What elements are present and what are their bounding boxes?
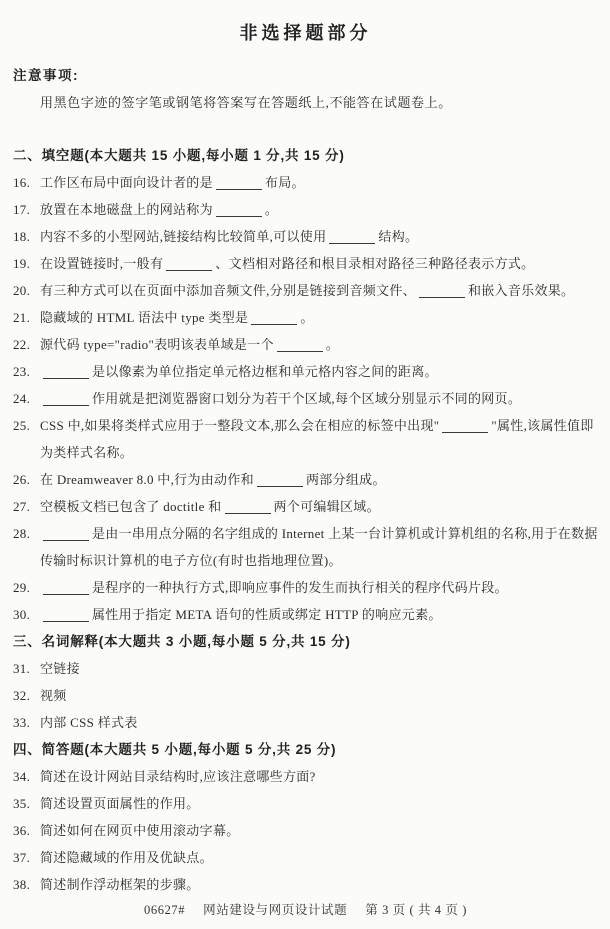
question-31 [13,655,598,682]
question-number: 18. [13,229,31,244]
question-number: 31. [13,661,31,676]
question-text-post: 属性用于指定 META 语句的性质或绑定 HTTP 的响应元素。 [92,607,442,622]
question-text-post: 两个可编辑区域。 [273,499,380,514]
question-22 [13,331,598,358]
question-number: 35. [13,796,31,811]
answer-blank [225,500,271,514]
question-text: 简述设置页面属性的作用。 [40,796,200,811]
question-text: 简述在设计网站目录结构时,应该注意哪些方面? [40,769,316,784]
question-23 [13,358,598,385]
question-text-pre: 内容不多的小型网站,链接结构比较简单,可以使用 [40,229,327,244]
question-30 [13,601,598,628]
question-17 [13,196,598,223]
footer-page-number: 第 3 页 ( 共 4 页 ) [365,903,467,917]
question-25 [13,412,598,466]
question-text-pre: 空模板文档已包含了 doctitle 和 [40,499,222,514]
question-text-post: 。 [325,337,340,352]
question-number: 38. [13,877,31,892]
question-text-post: 是由一串用点分隔的名字组成的 Internet 上某一台计算机或计算机组的名称,用于在数据传输时标识计算机的电子方位(有时也指地理位置)。 [40,526,598,568]
question-16 [13,169,598,196]
question-number: 26. [13,472,31,487]
question-number: 28. [13,526,31,541]
answer-blank [43,581,89,595]
question-text-post: "属性,该属性值即为类样式名称。 [40,418,594,460]
notice-heading: 注意事项: [13,68,79,83]
question-24 [13,385,598,412]
question-text: 简述制作浮动框架的步骤。 [40,877,200,892]
question-text-pre: 有三种方式可以在页面中添加音频文件,分别是链接到音频文件、 [40,283,416,298]
answer-blank [442,419,488,433]
question-number: 21. [13,310,31,325]
answer-blank [43,392,89,406]
question-text-pre: 在 Dreamweaver 8.0 中,行为由动作和 [40,472,254,487]
question-number: 23. [13,364,31,379]
question-text-pre: 工作区布局中面向设计者的是 [40,175,213,190]
question-text: 内部 CSS 样式表 [40,715,138,730]
question-text: 视频 [40,688,67,703]
question-number: 27. [13,499,31,514]
question-18 [13,223,598,250]
question-number: 17. [13,202,31,217]
question-text-pre: 隐藏域的 HTML 语法中 type 类型是 [40,310,249,325]
page-title: 非选择题部分 [239,23,372,43]
answer-blank [216,203,262,217]
question-35 [13,790,598,817]
answer-blank [216,176,262,190]
question-text-post: 和嵌入音乐效果。 [467,283,575,298]
question-text: 简述隐藏域的作用及优缺点。 [40,850,213,865]
question-text-post: 。 [264,202,279,217]
question-number: 29. [13,580,31,595]
question-number: 25. [13,418,31,433]
footer-exam-name: 网站建设与网页设计试题 [203,903,348,917]
section-heading-terms: 三、名词解释(本大题共 3 小题,每小题 5 分,共 15 分) [13,634,351,649]
answer-blank [43,608,89,622]
question-number: 37. [13,850,31,865]
question-text: 空链接 [40,661,80,676]
question-number: 36. [13,823,31,838]
answer-blank [166,257,212,271]
question-32 [13,682,598,709]
answer-blank [277,338,323,352]
question-19 [13,250,598,277]
answer-blank [329,230,375,244]
answer-blank [257,473,303,487]
question-number: 22. [13,337,31,352]
question-20 [13,277,598,304]
question-number: 32. [13,688,31,703]
question-text-post: 作用就是把浏览器窗口划分为若干个区域,每个区域分别显示不同的网页。 [92,391,522,406]
answer-blank [43,527,89,541]
question-number: 19. [13,256,31,271]
question-number: 20. [13,283,31,298]
question-21 [13,304,598,331]
question-27 [13,493,598,520]
footer-exam-code: 06627# [144,903,186,917]
question-29 [13,574,598,601]
question-text: 简述如何在网页中使用滚动字幕。 [40,823,240,838]
question-text-post: 是以像素为单位指定单元格边框和单元格内容之间的距离。 [92,364,438,379]
answer-blank [419,284,465,298]
page-footer [13,903,598,917]
notice-text: 用黑色字迹的签字笔或钢笔将答案写在答题纸上,不能答在试题卷上。 [40,95,452,110]
question-text-pre: CSS 中,如果将类样式应用于一整段文本,那么会在相应的标签中出现" [40,418,440,433]
question-text-post: 。 [300,310,314,325]
question-33 [13,709,598,736]
answer-blank [251,311,297,325]
question-34 [13,763,598,790]
question-text-post: 是程序的一种执行方式,即响应事件的发生而执行相关的程序代码片段。 [92,580,508,595]
question-text-post: 两部分组成。 [305,472,386,487]
question-number: 34. [13,769,31,784]
question-36 [13,817,598,844]
question-text-post: 结构。 [378,229,419,244]
answer-blank [43,365,89,379]
question-number: 16. [13,175,31,190]
question-28 [13,520,598,574]
question-text-pre: 源代码 type="radio"表明该表单域是一个 [40,337,274,352]
question-38 [13,871,598,898]
section-heading-short-answer: 四、简答题(本大题共 5 小题,每小题 5 分,共 25 分) [13,742,337,757]
question-number: 33. [13,715,31,730]
section-heading-fill-in: 二、填空题(本大题共 15 小题,每小题 1 分,共 15 分) [13,148,345,163]
question-text-post: 布局。 [264,175,305,190]
question-number: 30. [13,607,31,622]
question-37 [13,844,598,871]
question-text-post: 、文档相对路径和根目录相对路径三种路径表示方式。 [215,256,535,271]
question-number: 24. [13,391,31,406]
question-26 [13,466,598,493]
question-text-pre: 在设置链接时,一般有 [40,256,164,271]
question-text-pre: 放置在本地磁盘上的网站称为 [40,202,213,217]
